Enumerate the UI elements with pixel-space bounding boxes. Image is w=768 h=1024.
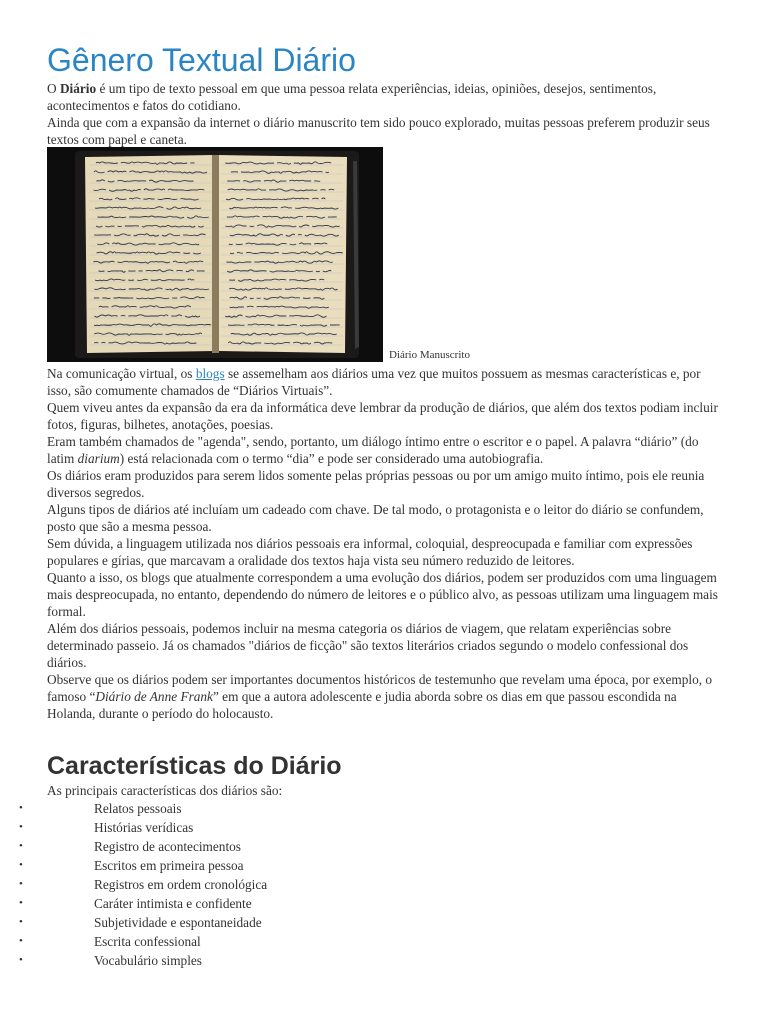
list-item-label: Escritos em primeira pessoa <box>94 858 244 873</box>
intro-paragraph-1: O Diário é um tipo de texto pessoal em que uma pessoa relata experiências, ideias, opiniões, desejos, sentimentos, acontecimentos e fatos do cotidiano. <box>47 81 657 113</box>
list-item <box>0 837 768 856</box>
paragraph-anne-frank: Observe que os diários podem ser importantes documentos históricos de testemunho que revelam uma época, por exemplo, o famoso “Diário de Anne Frank” em que a autora adolescente e judia aborda sobre os dias em que passou escondida na Holanda, durante o período do holocausto. <box>47 672 713 721</box>
bullet-icon: • <box>19 821 23 833</box>
paragraph-informatica: Quem viveu antes da expansão da era da informática deve lembrar da produção de diários, que além dos textos podiam incluir fotos, figuras, bilhetes, anotações, poesias. <box>47 400 718 432</box>
intro-paragraph-2: Ainda que com a expansão da internet o diário manuscrito tem sido pouco explorado, muitas pessoas preferem produzir seus textos com papel e caneta. <box>47 115 710 147</box>
list-item <box>0 875 768 894</box>
paragraph-agenda: Eram também chamados de "agenda", sendo, portanto, um diálogo íntimo entre o escritor e o papel. A palavra “diário” (do latim diarium) está relacionada com o termo “dia” e pode ser considerado uma autobiografia. <box>47 434 699 466</box>
list-item-label: Escrita confessional <box>94 934 201 949</box>
bullet-icon: • <box>19 897 23 909</box>
list-item <box>0 932 768 951</box>
list-item-label: Caráter intimista e confidente <box>94 896 252 911</box>
blogs-link[interactable]: blogs <box>195 366 225 381</box>
bullet-icon: • <box>19 916 23 928</box>
paragraph-lidos: Os diários eram produzidos para serem lidos somente pelas próprias pessoas ou por um amigo muito íntimo, pois ele reunia diversos segredos. <box>47 468 705 500</box>
intro-section <box>47 80 727 148</box>
section-heading: Características do Diário <box>47 752 342 780</box>
handwritten-diary-image <box>47 147 383 362</box>
bullet-icon: • <box>19 840 23 852</box>
list-item-label: Histórias verídicas <box>94 820 194 835</box>
characteristics-list <box>0 799 768 970</box>
paragraph-viagem: Além dos diários pessoais, podemos incluir na mesma categoria os diários de viagem, que relatam experiências sobre determinado passeio. Já os chamados "diários de ficção" são textos literários criados segundo o modelo confessional dos diários. <box>47 621 689 670</box>
list-item <box>0 894 768 913</box>
list-item-label: Vocabulário simples <box>94 953 202 968</box>
bullet-icon: • <box>19 935 23 947</box>
list-item-label: Registro de acontecimentos <box>94 839 241 854</box>
list-item-label: Relatos pessoais <box>94 801 182 816</box>
paragraph-blogs-evolucao: Quanto a isso, os blogs que atualmente correspondem a uma evolução dos diários, podem ser produzidos com uma linguagem mais despreocupada, no entanto, dependendo do número de leitores e o público alvo, as pessoas utilizam uma linguagem mais formal. <box>47 570 718 619</box>
bullet-icon: • <box>19 802 23 814</box>
list-item <box>0 818 768 837</box>
list-item <box>0 951 768 970</box>
paragraph-blogs: Na comunicação virtual, os blogs se assemelham aos diários uma vez que muitos possuem as mesmas características e, por isso, são comumente chamados de “Diários Virtuais”. <box>47 366 701 398</box>
bullet-icon: • <box>19 859 23 871</box>
diary-photo-illustration <box>47 147 383 362</box>
page-title: Gênero Textual Diário <box>47 42 356 78</box>
diario-bold-term: Diário <box>59 81 97 96</box>
paragraph-cadeado: Alguns tipos de diários até incluíam um cadeado com chave. De tal modo, o protagonista e o leitor do diário se confundem, posto que são a mesma pessoa. <box>47 502 704 534</box>
list-item <box>0 856 768 875</box>
bullet-icon: • <box>19 954 23 966</box>
list-item <box>0 913 768 932</box>
paragraph-linguagem: Sem dúvida, a linguagem utilizada nos diários pessoais era informal, coloquial, despreocupada e familiar com expressões populares e gírias, que marcavam a oralidade dos textos haja vista seu número reduzido de leitores. <box>47 536 693 568</box>
list-item-label: Registros em ordem cronológica <box>94 877 268 892</box>
image-caption: Diário Manuscrito <box>389 349 470 361</box>
figure <box>47 147 727 362</box>
list-item-label: Subjetividade e espontaneidade <box>94 915 262 930</box>
list-item <box>0 799 768 818</box>
list-intro: As principais características dos diários são: <box>47 783 283 798</box>
bullet-icon: • <box>19 878 23 890</box>
main-text <box>47 365 727 722</box>
